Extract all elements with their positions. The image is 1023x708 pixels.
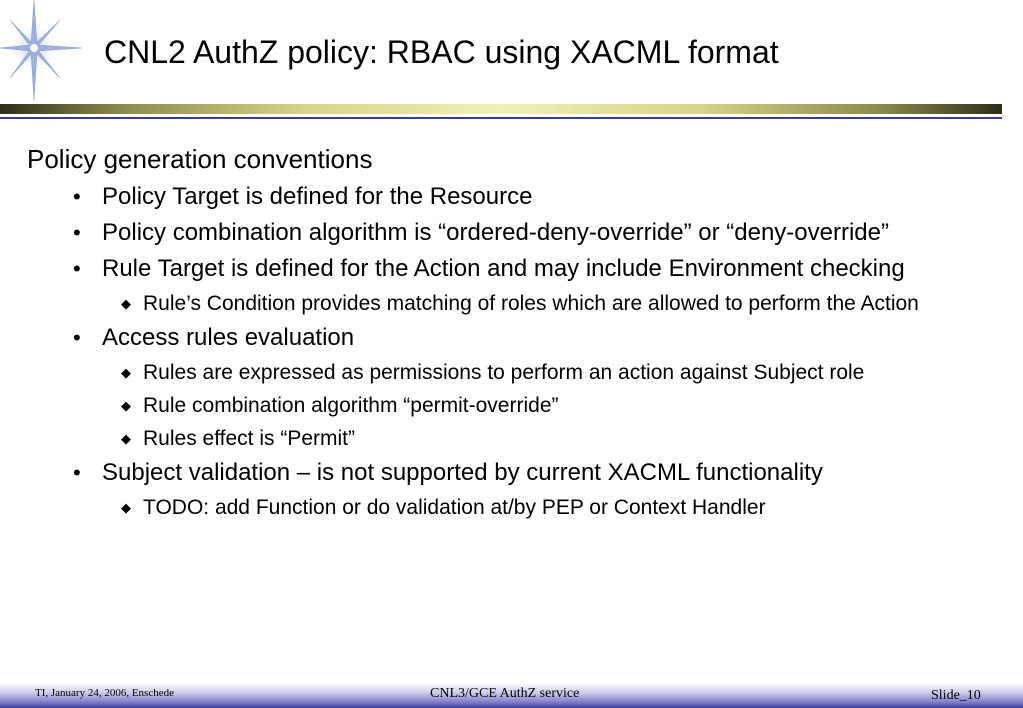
sub-bullet-item (27, 392, 1002, 419)
bullet-item (27, 323, 1002, 353)
sub-bullet-text: Rule’s Condition provides matching of roles which are allowed to perform the Action (143, 292, 919, 315)
bullet-item (27, 254, 1002, 284)
bullet-text: Subject validation – is not supported by current XACML functionality (102, 459, 823, 486)
sub-bullet-text: TODO: add Function or do validation at/by PEP or Context Handler (143, 496, 766, 519)
content-heading: Policy generation conventions (27, 144, 373, 174)
bullet-item (27, 218, 1002, 248)
footer-date-location: TI, January 24, 2006, Enschede (35, 687, 174, 699)
slide-title: CNL2 AuthZ policy: RBAC using XACML format (104, 34, 779, 70)
bullet-icon: • (73, 325, 81, 350)
diamond-bullet-icon: ◆ (121, 431, 131, 446)
diamond-bullet-icon: ◆ (121, 296, 131, 311)
sub-bullet-text: Rules are expressed as permissions to perform an action against Subject role (143, 361, 865, 384)
diamond-bullet-icon: ◆ (121, 398, 131, 413)
bullet-text: Rule Target is defined for the Action and may include Environment checking (102, 255, 905, 282)
slide-number: Slide_10 (931, 688, 981, 703)
bullet-item (27, 458, 1002, 488)
bullet-text: Policy Target is defined for the Resource (102, 183, 533, 210)
bullet-text: Access rules evaluation (102, 324, 355, 351)
sub-bullet-text: Rules effect is “Permit” (143, 427, 355, 450)
footer-presentation-title: CNL3/GCE AuthZ service (430, 686, 580, 701)
sub-bullet-item (27, 290, 1002, 317)
title-gradient-bar (0, 104, 1002, 114)
bullet-icon: • (73, 220, 81, 245)
title-rule (0, 117, 1002, 119)
bullet-icon: • (73, 184, 81, 209)
slide-content (27, 144, 1002, 527)
diamond-bullet-icon: ◆ (121, 500, 131, 515)
bullet-text: Policy combination algorithm is “ordered-deny-override” or “deny-override” (102, 219, 889, 246)
bullet-icon: • (73, 256, 81, 281)
starburst-icon (0, 0, 90, 104)
sub-bullet-item (27, 359, 1002, 386)
diamond-bullet-icon: ◆ (121, 365, 131, 380)
sub-bullet-text: Rule combination algorithm “permit-override” (143, 394, 559, 417)
sub-bullet-item (27, 425, 1002, 452)
bullet-item (27, 182, 1002, 212)
sub-bullet-item (27, 494, 1002, 521)
bullet-icon: • (73, 460, 81, 485)
